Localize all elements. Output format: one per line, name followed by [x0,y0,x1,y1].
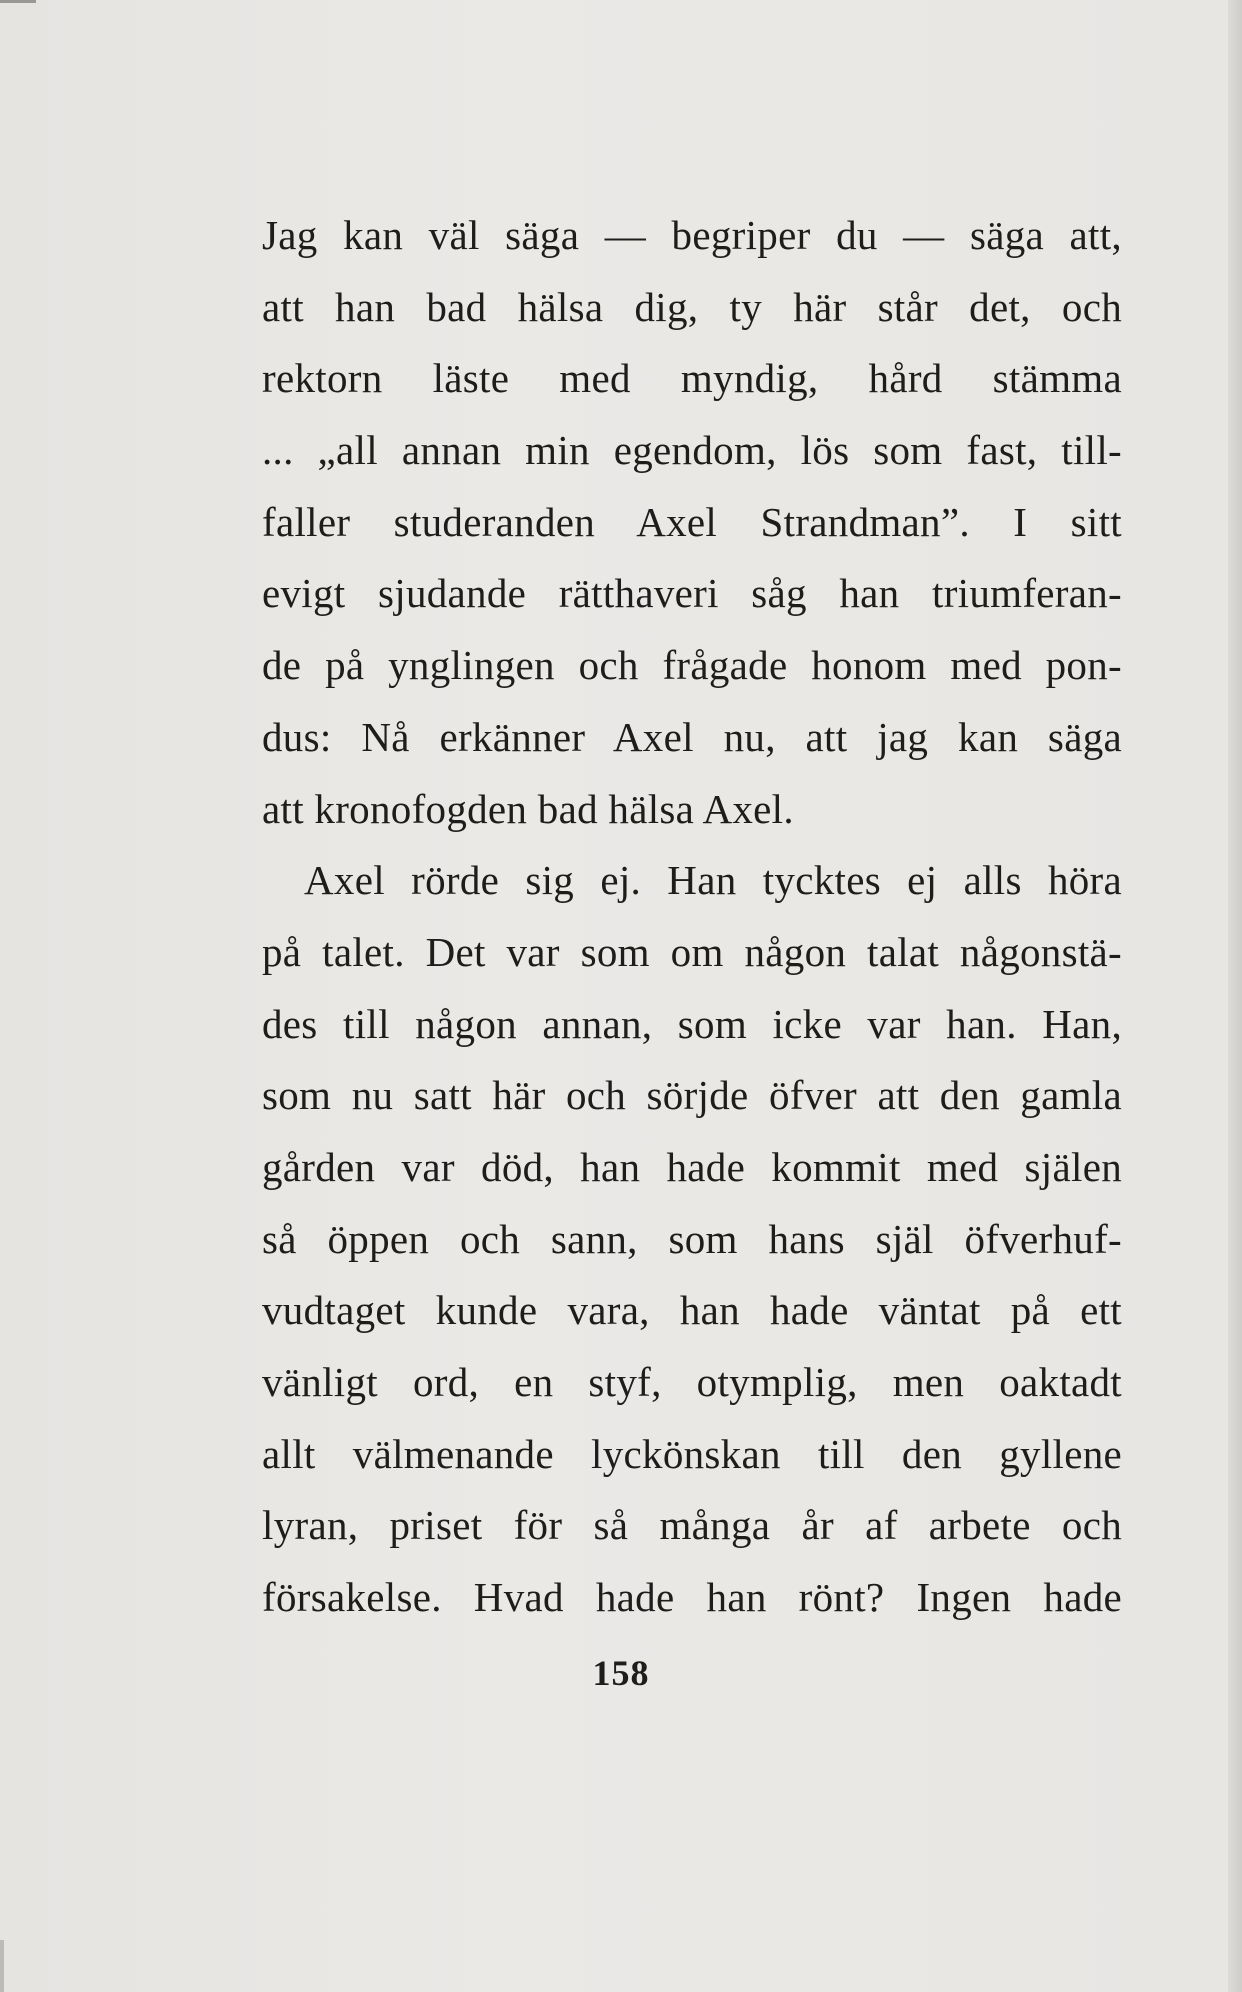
text-line: dus: Nå erkänner Axel nu, att jag kan säga [262,713,1122,760]
text-line: att han bad hälsa dig, ty här står det, och [262,283,1122,330]
text-line: evigt sjudande rätthaveri såg han triumferan- [262,570,1122,617]
text-line: lyran, priset för så många år af arbete och [262,1502,1122,1549]
text-line: faller studeranden Axel Strandman”. I sitt [262,498,1122,545]
text-line: på talet. Det var som om någon talat någonstä- [262,928,1122,975]
paragraph-end-line: att kronofogden bad hälsa Axel. [262,785,794,832]
body-text [262,200,1122,1634]
paragraph-start-line: Axel rörde sig ej. Han tycktes ej alls höra [304,857,1122,904]
text-line: vänligt ord, en styf, otymplig, men oaktadt [262,1359,1122,1405]
text-line: försakelse. Hvad hade han rönt? Ingen hade [262,1574,1122,1621]
text-line: som nu satt här och sörjde öfver att den gamla [262,1072,1122,1119]
text-line: gården var död, han hade kommit med själen [262,1143,1122,1190]
text-line: des till någon annan, som icke var han. Han, [262,1000,1122,1047]
text-line: ... „all annan min egendom, lös som fast, till- [262,427,1122,474]
scan-edge-left [0,1940,4,1992]
text-line: allt välmenande lyckönskan till den gyllene [262,1430,1122,1477]
text-line: de på ynglingen och frågade honom med pon- [262,642,1122,689]
text-line: så öppen och sann, som hans själ öfverhuf- [262,1215,1122,1262]
text-line: vudtaget kunde vara, han hade väntat på ett [262,1287,1122,1334]
page-number: 158 [592,1653,650,1693]
text-line: Jag kan väl säga — begriper du — säga att, [262,212,1122,258]
text-line: rektorn läste med myndig, hård stämma [262,355,1122,402]
scan-edge-top [0,0,36,3]
